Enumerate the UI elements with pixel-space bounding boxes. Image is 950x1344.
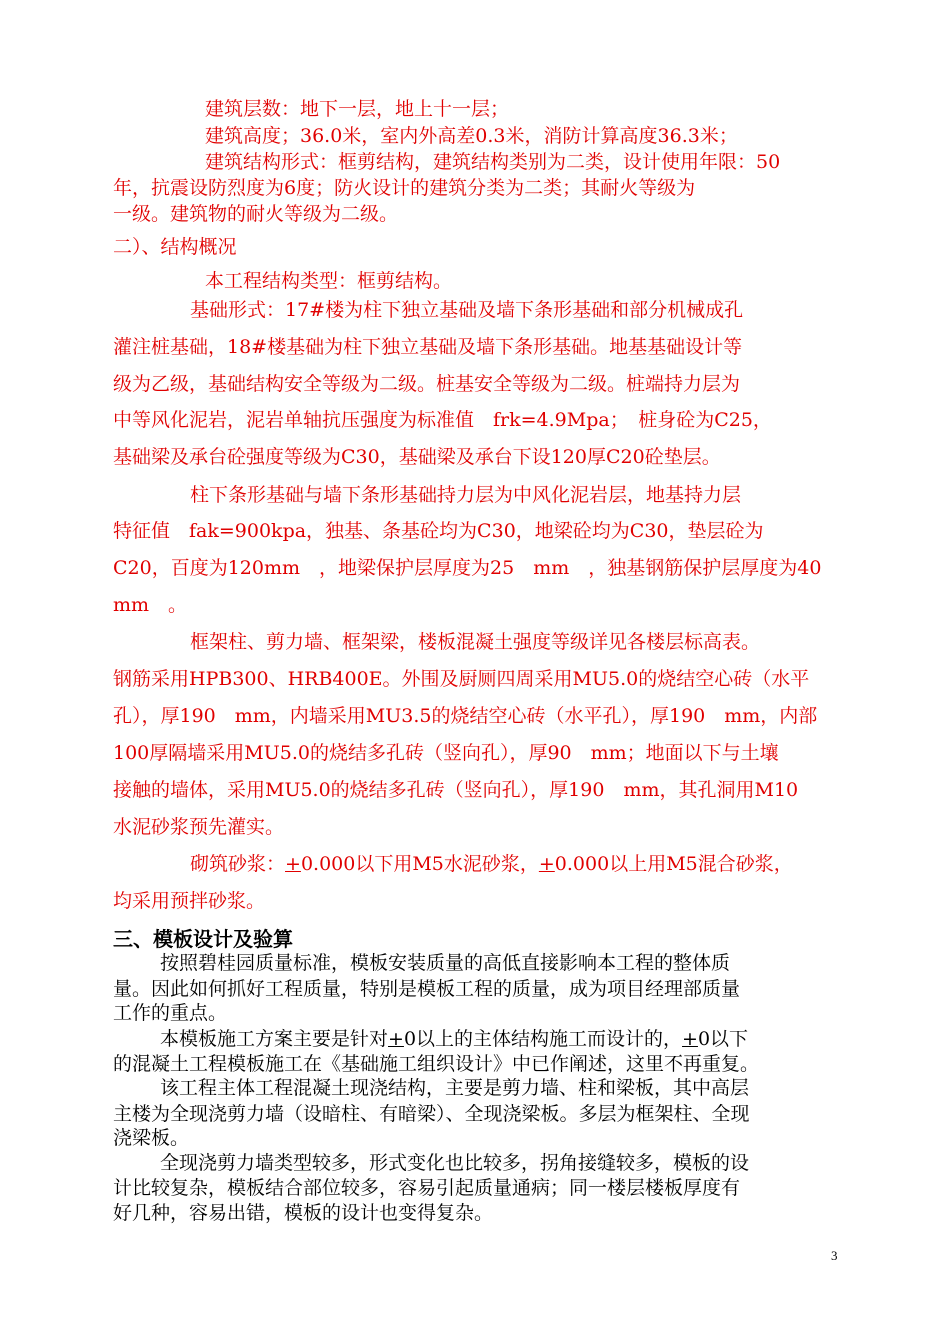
plus-minus-symbol: +	[388, 1028, 404, 1050]
formwork-paragraph-line: 主楼为全现浇剪力墙（设暗柱、有暗梁）、全现浇梁板。多层为框架柱、全现	[113, 1103, 750, 1125]
strip-foundation-line: 柱下条形基础与墙下条形基础持力层为中风化泥岩层，地基持力层	[190, 484, 742, 506]
building-floors: 建筑层数：地下一层，地上十一层；	[205, 98, 510, 120]
structure-heading: 二）、结构概况	[113, 236, 237, 258]
plus-minus-symbol: +	[285, 853, 301, 875]
text-segment: 本模板施工方案主要是针对	[160, 1028, 389, 1050]
foundation-line: 基础梁及承台砼强度等级为C30，基础梁及承台下设120厚C20砼垫层。	[113, 446, 721, 468]
building-form-line: 年，抗震设防烈度为6度；防火设计的建筑分类为二类；其耐火等级为	[113, 177, 696, 199]
strip-foundation-line: C20，百度为120mm ，地梁保护层厚度为25 mm ，独基钢筋保护层厚度为40	[113, 557, 822, 579]
frame-line: 接触的墙体，采用MU5.0的烧结多孔砖（竖向孔），厚190 mm，其孔洞用M10	[113, 779, 799, 801]
frame-line: 100厚隔墙采用MU5.0的烧结多孔砖（竖向孔），厚90 mm；地面以下与土壤	[113, 742, 779, 764]
building-height: 建筑高度；36.0米，室内外高差0.3米，消防计算高度36.3米；	[205, 125, 738, 147]
mortar-line	[190, 849, 793, 876]
frame-line: 水泥砂浆预先灌实。	[113, 816, 285, 838]
structure-type: 本工程结构类型：框剪结构。	[205, 270, 453, 292]
page-number: 3	[831, 1248, 838, 1263]
foundation-line: 中等风化泥岩，泥岩单轴抗压强度为标准值 frk=4.9Mpa； 桩身砼为C25，	[113, 409, 772, 431]
text-segment: 0以上的主体结构施工而设计的，	[403, 1028, 683, 1050]
building-form-line: 一级。建筑物的耐火等级为二级。	[113, 203, 399, 225]
frame-line: 框架柱、剪力墙、框架梁，楼板混凝土强度等级详见各楼层标高表。	[190, 631, 761, 653]
frame-line: 钢筋采用HPB300、HRB400E。外围及厨厕四周采用MU5.0的烧结空心砖（水平	[113, 668, 810, 690]
formwork-paragraph-line: 浇梁板。	[113, 1127, 190, 1149]
formwork-paragraph-line: 计比较复杂，模板结合部位较多，容易引起质量通病；同一楼层楼板厚度有	[113, 1177, 741, 1199]
mortar-text: 0.000以上用M5混合砂浆，	[554, 853, 793, 875]
formwork-paragraph-line	[160, 1024, 748, 1051]
foundation-line: 级为乙级，基础结构安全等级为二级。桩基安全等级为二级。桩端持力层为	[113, 373, 741, 395]
strip-foundation-line: 特征值 fak=900kpa，独基、条基砼均为C30，地梁砼均为C30，垫层砼为	[113, 520, 764, 542]
formwork-paragraph-line: 该工程主体工程混凝土现浇结构，主要是剪力墙、柱和梁板，其中高层	[160, 1077, 750, 1099]
formwork-paragraph-line: 按照碧桂园质量标准，模板安装质量的高低直接影响本工程的整体质	[160, 952, 731, 974]
plus-minus-symbol: +	[682, 1028, 698, 1050]
section-heading: 三、模板设计及验算	[113, 927, 293, 951]
strip-foundation-line: mm 。	[113, 594, 188, 616]
formwork-paragraph-line: 全现浇剪力墙类型较多，形式变化也比较多，拐角接缝较多，模板的设	[160, 1152, 750, 1174]
mortar-line: 均采用预拌砂浆。	[113, 890, 266, 912]
foundation-line: 基础形式：17#楼为柱下独立基础及墙下条形基础和部分机械成孔	[190, 299, 744, 321]
formwork-paragraph-line: 工作的重点。	[113, 1002, 228, 1024]
foundation-line: 灌注桩基础，18#楼基础为柱下独立基础及墙下条形基础。地基基础设计等	[113, 336, 743, 358]
mortar-text: 0.000以下用M5水泥砂浆，	[300, 853, 539, 875]
mortar-label: 砌筑砂浆：	[190, 853, 286, 875]
formwork-paragraph-line: 量。因此如何抓好工程质量，特别是模板工程的质量，成为项目经理部质量	[113, 978, 741, 1000]
plus-minus-symbol: +	[538, 853, 555, 875]
text-segment: 0以下	[697, 1028, 749, 1050]
frame-line: 孔），厚190 mm，内墙采用MU3.5的烧结空心砖（水平孔），厚190 mm，内部	[113, 705, 818, 727]
building-form-line: 建筑结构形式：框剪结构，建筑结构类别为二类，设计使用年限：50	[205, 151, 781, 173]
formwork-paragraph-line: 好几种，容易出错，模板的设计也变得复杂。	[113, 1202, 494, 1224]
formwork-paragraph-line: 的混凝土工程模板施工在《基础施工组织设计》中已作阐述，这里不再重复。	[113, 1053, 760, 1075]
